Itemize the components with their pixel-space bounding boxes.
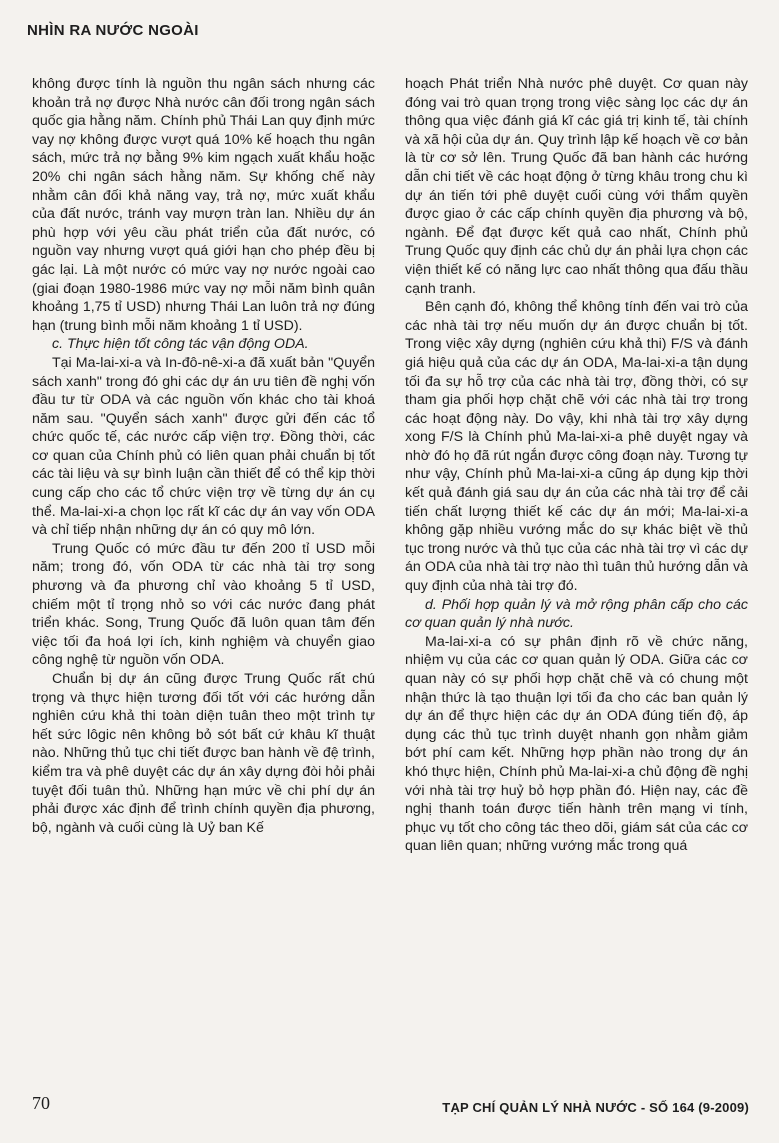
right-column — [405, 75, 748, 856]
paragraph: Trung Quốc có mức đầu tư đến 200 tỉ USD mỗi năm; trong đó, vốn ODA từ các nhà tài trợ song phương và đa phương chỉ vào khoảng 5 tỉ USD, chiếm một tỉ trọng nhỏ so với các nước đang phát triển khác. Song, Trung Quốc đã luôn quan tâm đến việc tối đa hoá lợi ích, kinh nghiệm và chuyển giao công nghệ từ nguồn vốn ODA. — [32, 540, 375, 669]
paragraph: Bên cạnh đó, không thể không tính đến vai trò của các nhà tài trợ nếu muốn dự án được chuẩn bị tốt. Trong việc xây dựng (nghiên cứu khả thi) F/S và đánh giá hiệu quả của các dự án ODA, Ma-lai-xi-a tận dụng tối đa sự hỗ trợ của các nhà tài trợ, đồng thời, có sự tham gia phối hợp chặt chẽ với các nhà tài trợ trong các hoạt động này. Do vậy, khi nhà tài trợ xây dựng xong F/S là Chính phủ Ma-lai-xi-a phê duyệt ngay và nhờ đó họ đã rút ngắn được công đoạn này. Tương tự như vậy, Chính phủ Ma-lai-xi-a cũng áp dụng kịp thời kết quả đánh giá sau dự án của các nhà tài trợ để cải tiến chất lượng thiết kế các dự án mới; Ma-lai-xi-a không gặp nhiều vướng mắc do sự khác biệt về thủ tục trong nước và thủ tục của các nhà tài trợ vì các dự án ODA của nhà tài trợ nào thì tuân thủ hướng dẫn và quy định của nhà tài trợ đó. — [405, 299, 748, 595]
paragraph: Tại Ma-lai-xi-a và In-đô-nê-xi-a đã xuất bản "Quyển sách xanh" trong đó ghi các dự án ưu tiên đề nghị vốn đầu tư từ ODA và các nguồn vốn khác cho tài khoá năm sau. "Quyển sách xanh" được gửi đến các tổ chức quốc tế, các nước cấp viện trợ. Đồng thời, các cơ quan của Chính phủ có liên quan phải chuẩn bị tốt các tài liệu và sự bình luận cần thiết để có thể kịp thời cung cấp cho các tổ chức viện trợ về từng dự án cụ thể. Ma-lai-xi-a chọn lọc rất kĩ các dự án vay vốn ODA và chỉ tiếp nhận những dự án có quy mô lớn. — [32, 354, 375, 539]
page-number: 70 — [32, 1093, 50, 1113]
paragraph: Ma-lai-xi-a có sự phân định rõ về chức năng, nhiệm vụ của các cơ quan quản lý ODA. Giữa các cơ quan này có sự phối hợp chặt chẽ và có chung một nhận thức là tạo thuận lợi tối đa cho các ban quản lý dự án để thực hiện các dự án ODA đúng tiến độ, áp dụng các thủ tục trình duyệt nhanh gọn nhằm giảm bớt phí cam kết. Những hợp phần nào trong dự án khó thực hiện, Chính phủ Ma-lai-xi-a chủ động đề nghị với nhà tài trợ huỷ bỏ hợp phần đó. Hiện nay, các đề nghị thanh toán được tiến hành trên mạng vi tính, phục vụ tốt cho công tác theo dõi, giám sát của các cơ quan liên quan; những vướng mắc trong quá — [405, 633, 748, 855]
paragraph: hoạch Phát triển Nhà nước phê duyệt. Cơ quan này đóng vai trò quan trọng trong việc sàng lọc các dự án thông qua việc đánh giá kĩ các giá trị kinh tế, tài chính và xã hội của dự án. Quy trình lập kế hoạch về cơ bản là từ cơ sở lên. Trung Quốc đã ban hành các hướng dẫn chi tiết về các hoạt động ở từng khâu trong chu kì dự án tiến tới phê duyệt cuối cùng với thẩm quyền được giao ở các cấp chính quyền địa phương và bộ, ngành. Để đạt được kết quả cao nhất, Chính phủ Trung Quốc quy định các chủ dự án phải lựa chọn các viện thiết kế có năng lực cao nhất thông qua đấu thầu cạnh tranh. — [405, 76, 748, 297]
left-column — [32, 75, 375, 837]
journal-name: TẠP CHÍ QUẢN LÝ NHÀ NƯỚC - SỐ 164 (9-2009) — [442, 1100, 749, 1115]
section-title: NHÌN RA NƯỚC NGOÀI — [27, 22, 199, 39]
section-heading: d. Phối hợp quản lý và mở rộng phân cấp cho các cơ quan quản lý nhà nước. — [405, 596, 748, 632]
paragraph: Chuẩn bị dự án cũng được Trung Quốc rất chú trọng và thực hiện tương đối tốt với các hướng dẫn nghiên cứu khả thi toàn diện tuân theo một trình tự hết sức lôgic nên không bỏ sót bất cứ khâu kĩ thuật nào. Những thủ tục chi tiết được ban hành về đệ trình, kiểm tra và phê duyệt các dự án xây dựng đòi hỏi phải tuyệt đối tuân thủ. Những hạn mức về chi phí dự án phải được xác định để trình chính quyền địa phương, bộ, ngành và cuối cùng là Uỷ ban Kế — [32, 671, 375, 836]
section-heading: c. Thực hiện tốt công tác vận động ODA. — [52, 336, 309, 353]
paragraph: không được tính là nguồn thu ngân sách nhưng các khoản trả nợ được Nhà nước cân đối trong ngân sách quốc gia hằng năm. Chính phủ Thái Lan quy định mức vay nợ không được vượt quá 10% kế hoạch thu ngân sách, mức trả nợ bằng 9% kim ngạch xuất khẩu hoặc 20% chi ngân sách hằng năm. Sự khống chế này nhằm cân đối khả năng vay, trả nợ, mức xuất khẩu của đất nước, tránh vay mượn tràn lan. Nhiều dự án phù hợp với yêu cầu phát triển của đất nước, có nguồn vay nhưng vượt quá giới hạn cho phép đều bị gác lại. Là một nước có mức vay nợ nước ngoài cao (giai đoạn 1980-1986 mức vay nợ mỗi năm bình quân khoảng 1,75 tỉ USD) nhưng Thái Lan luôn trả nợ đúng hạn (trung bình mỗi năm khoảng 1 tỉ USD). — [32, 76, 375, 334]
